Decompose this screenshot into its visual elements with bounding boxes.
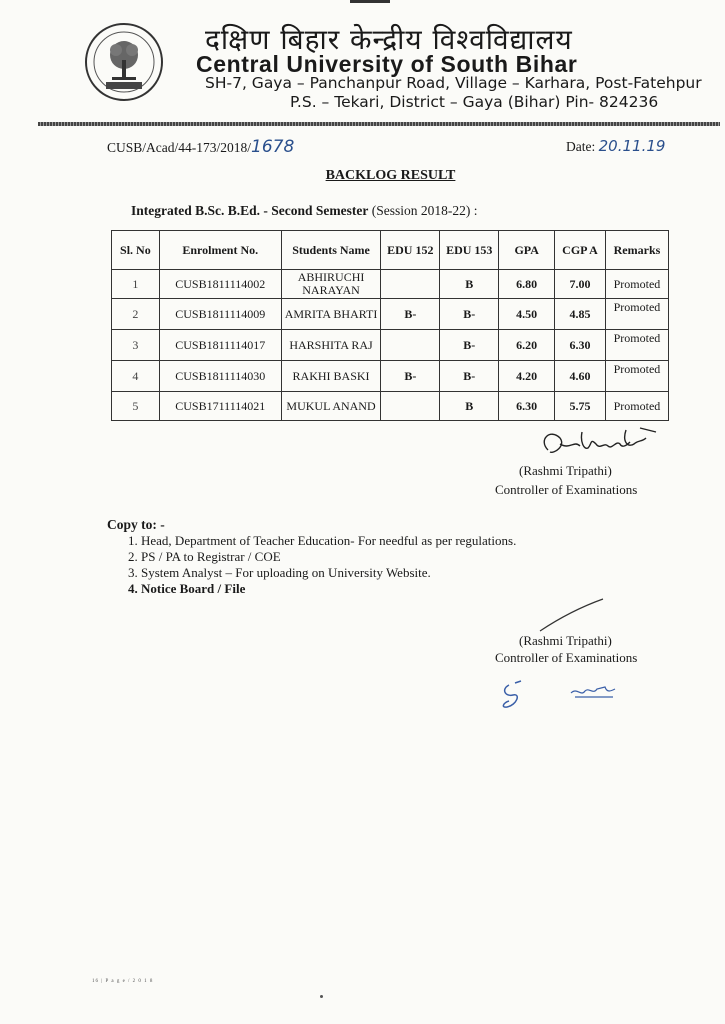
university-name-hindi: दक्षिण बिहार केन्द्रीय विश्वविद्यालय: [205, 23, 573, 56]
signatory-name-2: (Rashmi Tripathi): [519, 633, 612, 648]
copy-to-list: [128, 533, 516, 597]
cell-sl: 4: [112, 361, 160, 392]
handwritten-signature: [530, 420, 680, 465]
reference-prefix: CUSB/Acad/44-173/2018/: [107, 140, 251, 155]
cell-enrolment: CUSB1811114002: [159, 270, 281, 299]
cell-enrolment: CUSB1811114030: [159, 361, 281, 392]
cell-name: ABHIRUCHI NARAYAN: [281, 270, 381, 299]
result-table: [111, 230, 669, 421]
cell-edu152: [381, 330, 440, 361]
cell-gpa: 6.80: [499, 270, 555, 299]
cell-remarks: Promoted: [605, 270, 668, 299]
list-item: 3. System Analyst – For uploading on University Website.: [128, 565, 431, 580]
signatory-designation: Controller of Examinations: [495, 482, 638, 497]
header-student-name: Students Name: [281, 231, 381, 270]
date-label: Date:: [566, 139, 596, 154]
address-line-1: SH-7, Gaya – Panchanpur Road, Village – Karhara, Post-Fatehpur: [205, 74, 702, 92]
header-edu152: EDU 152: [381, 231, 440, 270]
cell-remarks: Promoted: [605, 361, 668, 392]
list-item: 2. PS / PA to Registrar / COE: [128, 549, 281, 564]
cell-name: MUKUL ANAND: [281, 392, 381, 421]
reference-handwritten-number: 1678: [251, 137, 295, 157]
table-row: [112, 299, 669, 330]
cell-remarks: Promoted: [605, 299, 668, 330]
title-text: BACKLOG RESULT: [325, 168, 456, 183]
cell-enrolment: CUSB1811114009: [159, 299, 281, 330]
document-title: [0, 168, 725, 184]
course-session: (Session 2018-22) :: [368, 203, 478, 218]
reference-number: [107, 137, 294, 157]
header-enrolment: Enrolment No.: [159, 231, 281, 270]
course-line: [131, 203, 477, 219]
list-item: 1. Head, Department of Teacher Education- For needful as per regulations.: [128, 533, 517, 548]
copy-to-heading: Copy to: -: [107, 517, 165, 532]
signatory-designation-2: Controller of Examinations: [495, 650, 638, 665]
address-line-2: P.S. – Tekari, District – Gaya (Bihar) Pin- 824236: [290, 93, 659, 111]
cell-gpa: 6.30: [499, 392, 555, 421]
cell-cgpa: 4.85: [555, 299, 606, 330]
date-line: [566, 137, 665, 155]
cell-cgpa: 6.30: [555, 330, 606, 361]
cell-name: AMRITA BHARTI: [281, 299, 381, 330]
cell-edu152: [381, 270, 440, 299]
cell-edu153: B-: [440, 330, 499, 361]
cell-enrolment: CUSB1811114017: [159, 330, 281, 361]
cell-edu153: B: [440, 270, 499, 299]
table-header-row: [112, 231, 669, 270]
table-row: [112, 270, 669, 299]
header-divider: [38, 122, 720, 126]
signature-stroke: [535, 595, 610, 635]
cell-edu153: B: [440, 392, 499, 421]
cell-edu152: B-: [381, 299, 440, 330]
header-cgpa: CGP A: [555, 231, 606, 270]
cell-edu153: B-: [440, 361, 499, 392]
header-edu153: EDU 153: [440, 231, 499, 270]
cell-edu153: B-: [440, 299, 499, 330]
cell-gpa: 4.50: [499, 299, 555, 330]
table-row: [112, 361, 669, 392]
cell-remarks: Promoted: [605, 392, 668, 421]
cell-cgpa: 5.75: [555, 392, 606, 421]
cell-cgpa: 7.00: [555, 270, 606, 299]
university-seal-logo: [84, 22, 164, 102]
table-row: [112, 330, 669, 361]
scan-artifact: [320, 995, 323, 998]
course-program: Integrated B.Sc. B.Ed. - Second Semester: [131, 203, 369, 218]
cell-sl: 2: [112, 299, 160, 330]
cell-enrolment: CUSB1711114021: [159, 392, 281, 421]
cell-cgpa: 4.60: [555, 361, 606, 392]
cell-sl: 5: [112, 392, 160, 421]
cell-edu152: B-: [381, 361, 440, 392]
university-name: Central University of South Bihar: [196, 51, 578, 77]
header-gpa: GPA: [499, 231, 555, 270]
header-remarks: Remarks: [605, 231, 668, 270]
blue-ink-initials: [495, 675, 625, 715]
cell-name: RAKHI BASKI: [281, 361, 381, 392]
cell-gpa: 6.20: [499, 330, 555, 361]
list-item: 4. Notice Board / File: [128, 581, 246, 596]
cell-remarks: Promoted: [605, 330, 668, 361]
cell-sl: 1: [112, 270, 160, 299]
header-sl-no: Sl. No: [112, 231, 160, 270]
cell-gpa: 4.20: [499, 361, 555, 392]
table-row: [112, 392, 669, 421]
signatory-name: (Rashmi Tripathi): [519, 463, 612, 478]
cell-edu152: [381, 392, 440, 421]
page-footer: 16 | P a g e / 2 0 1 8: [92, 979, 154, 984]
date-value: 20.11.19: [598, 137, 666, 155]
top-edge-mark: [350, 0, 390, 3]
cell-sl: 3: [112, 330, 160, 361]
cell-name: HARSHITA RAJ: [281, 330, 381, 361]
